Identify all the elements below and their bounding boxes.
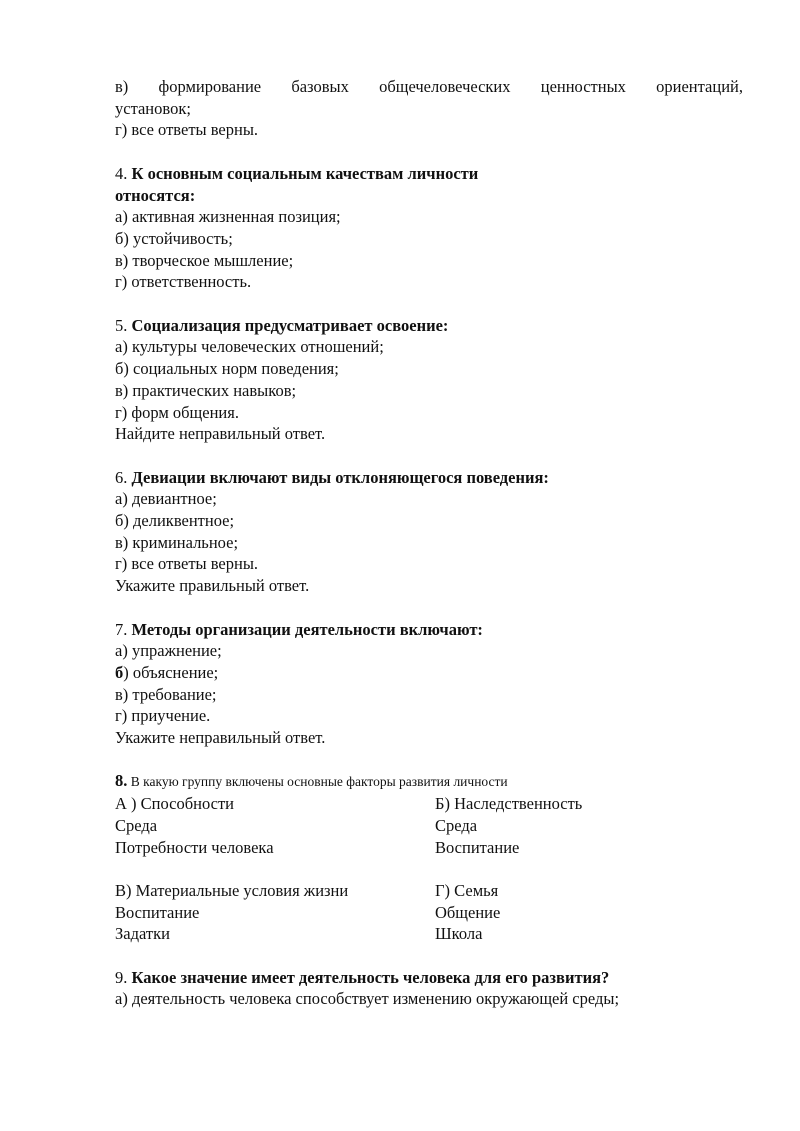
q5-title [115, 315, 743, 337]
q8-title-text: В какую группу включены основные факторы развития личности [127, 774, 508, 790]
q7-option-v: в) требование; [115, 684, 217, 704]
q9-title-text: Какое значение имеет деятельность человека для его развития? [131, 967, 610, 987]
q8-groups-row2 [115, 880, 743, 945]
q6-option-g: г) все ответы верны. [115, 554, 259, 574]
q8-group-v-heading: В) Материальные условия жизни [115, 880, 349, 900]
q8-group-v [115, 880, 435, 945]
q4-title [115, 163, 743, 185]
q7-title [115, 619, 743, 641]
spacer [115, 945, 743, 967]
spacer [115, 749, 743, 771]
q7-option-b-text: ) объяснение; [123, 662, 219, 682]
q7-option-b [115, 662, 743, 684]
q8-group-g-item: Школа [435, 924, 483, 944]
spacer [115, 597, 743, 619]
q3-option-v-line2: установок; [115, 98, 191, 118]
q6-title-text: Девиации включают виды отклоняющегося поведения: [131, 467, 549, 487]
q8-group-b-item: Среда [435, 815, 478, 835]
q5-option-b: б) социальных норм поведения; [115, 359, 339, 379]
q5-instruction: Найдите неправильный ответ. [115, 424, 326, 444]
q6-number: 6. [115, 467, 132, 487]
q7-option-g: г) приучение. [115, 706, 211, 726]
q4-option-a: а) активная жизненная позиция; [115, 207, 341, 227]
q3-option-g: г) все ответы верны. [115, 120, 259, 140]
q9-option-a: а) деятельность человека способствует изменению окружающей среды; [115, 989, 620, 1009]
q5-option-v: в) практических навыков; [115, 380, 297, 400]
q4-option-v: в) творческое мышление; [115, 250, 294, 270]
q4-option-g: г) ответственность. [115, 272, 252, 292]
q6-option-a: а) девиантное; [115, 489, 217, 509]
q6-title [115, 467, 743, 489]
q8-group-a-item: Потребности человека [115, 837, 274, 857]
q5-option-g: г) форм общения. [115, 402, 239, 422]
q6-instruction: Укажите правильный ответ. [115, 576, 310, 596]
q8-group-b-item: Воспитание [435, 837, 520, 857]
q5-title-text: Социализация предусматривает освоение: [131, 315, 449, 335]
spacer [115, 858, 743, 880]
q6-option-b: б) деликвентное; [115, 511, 235, 531]
spacer [115, 141, 743, 163]
q8-group-a-item: Среда [115, 815, 158, 835]
q4-number: 4. [115, 163, 132, 183]
q8-group-a [115, 793, 435, 858]
q4-title-line1: К основным социальным качествам личности [131, 163, 479, 183]
q7-number: 7. [115, 619, 132, 639]
q7-title-text: Методы организации деятельности включают: [131, 619, 483, 639]
q4-title-line2: относятся: [115, 185, 196, 205]
q7-option-a: а) упражнение; [115, 641, 222, 661]
q7-instruction: Укажите неправильный ответ. [115, 728, 326, 748]
q9-title [115, 967, 743, 989]
q6-option-v: в) криминальное; [115, 532, 239, 552]
q9-number: 9. [115, 967, 132, 987]
q8-group-v-item: Задатки [115, 924, 170, 944]
q7-option-b-letter: б [115, 662, 124, 682]
q8-group-a-heading: А ) Способности [115, 794, 234, 814]
q8-group-g [435, 880, 743, 945]
q8-group-v-item: Воспитание [115, 902, 200, 922]
q8-groups-row1 [115, 793, 743, 858]
q3-option-v-line1: в) формирование базовых общечеловеческих ценностных ориентаций, [115, 77, 743, 96]
spacer [115, 293, 743, 315]
document-content [115, 76, 743, 1010]
q8-number: 8. [115, 771, 128, 791]
q5-number: 5. [115, 315, 132, 335]
q5-option-a: а) культуры человеческих отношений; [115, 337, 384, 357]
q8-group-b-heading: Б) Наследственность [435, 794, 583, 814]
spacer [115, 445, 743, 467]
q4-option-b: б) устойчивость; [115, 228, 233, 248]
q8-group-g-item: Общение [435, 902, 501, 922]
q8-title [115, 770, 743, 793]
q8-group-b [435, 793, 743, 858]
q8-group-g-heading: Г) Семья [435, 880, 499, 900]
